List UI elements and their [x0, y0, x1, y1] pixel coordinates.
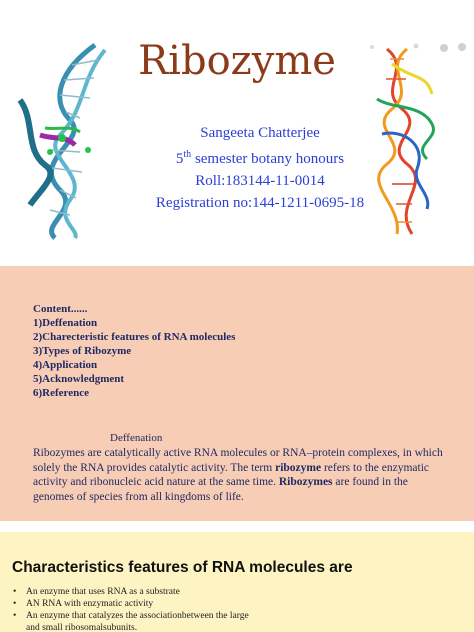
contents-item: 6)Reference	[33, 387, 89, 399]
contents-item: 5)Acknowledgment	[33, 373, 125, 385]
contents-item: 4)Application	[33, 359, 98, 371]
semester-text: semester botany honours	[191, 151, 345, 167]
definition-paragraph	[33, 446, 448, 504]
definition-text: Ribozymes are catalytically active RNA molecules or RNA–protein complexes, in which solely the RNA provides catalytic activity. The term	[33, 447, 443, 474]
definition-term-bold: Ribozymes	[278, 476, 333, 488]
contents-heading: Content......	[33, 303, 88, 315]
list-item: • An enzyme that catalyzes the associationbetween the large and small ribosomalsubunits.	[12, 610, 256, 632]
semester-line	[115, 144, 405, 170]
contents-slide	[0, 266, 474, 521]
author-name: Sangeeta Chatterjee	[200, 125, 320, 141]
roll-number: Roll:183144-11-0014	[195, 173, 325, 189]
contents-item: 2)Charecteristic features of RNA molecules	[33, 331, 236, 343]
slide-title: Ribozyme	[138, 38, 336, 84]
definition-heading: Deffenation	[110, 432, 163, 444]
list-item: • An enzyme that uses RNA as a substrate	[12, 586, 256, 598]
contents-item: 3)Types of Ribozyme	[33, 345, 132, 357]
contents-list	[33, 302, 235, 400]
list-item: • AN RNA with enzymatic activity	[12, 598, 256, 610]
author-info	[115, 122, 405, 214]
semester-superscript: th	[183, 149, 192, 160]
characteristics-list	[12, 586, 256, 632]
characteristics-slide	[0, 532, 474, 632]
slide-separator	[0, 254, 474, 266]
definition-term-bold: ribozyme	[275, 461, 322, 474]
definition-text: are found in the genomes of species from all kingdoms of life.	[33, 476, 408, 503]
characteristics-title: Characteristics features of RNA molecules are	[12, 559, 353, 576]
definition-text: refers to the enzymatic activity and ribonucleic acid nature at the same time.	[33, 461, 429, 488]
contents-item: 1)Deffenation	[33, 317, 98, 329]
registration-number: Registration no:144-1211-0695-18	[155, 195, 365, 211]
semester-number: 5	[175, 151, 184, 167]
slide-separator	[0, 521, 474, 532]
title-slide	[0, 0, 474, 254]
